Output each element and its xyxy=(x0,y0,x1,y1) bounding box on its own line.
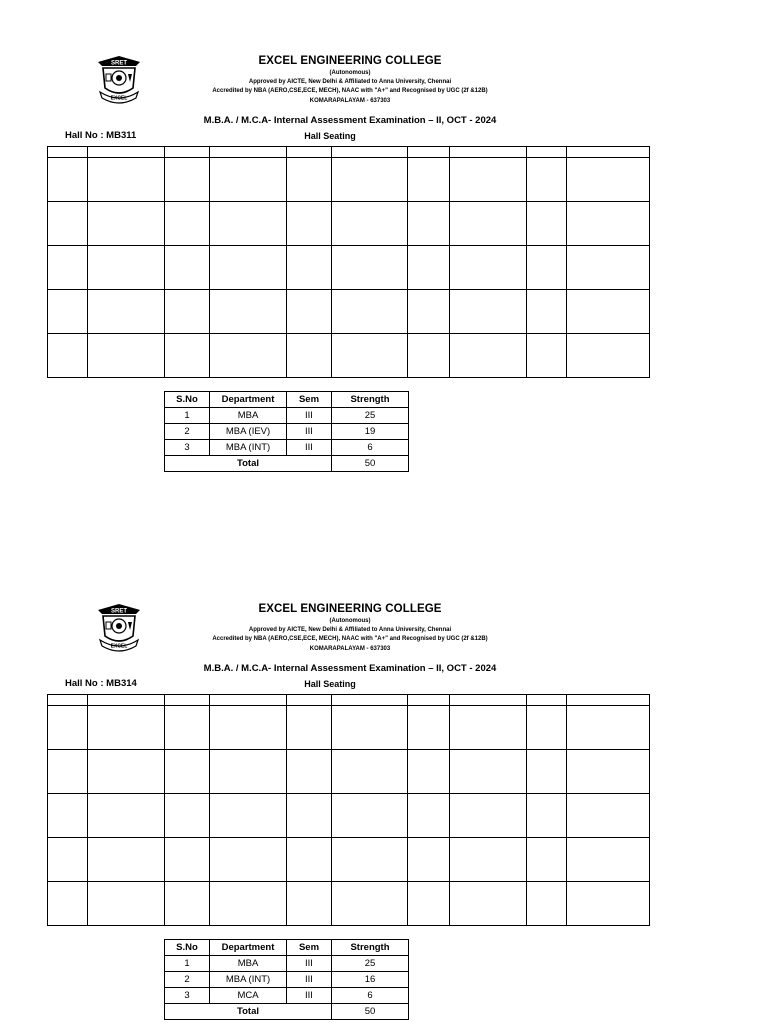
svg-text:EXCEL: EXCEL xyxy=(110,95,128,102)
strength-cell: 6 xyxy=(332,988,409,1004)
hall-number: Hall No : MB311 xyxy=(65,130,137,141)
hall-section-2 xyxy=(0,548,768,1028)
sem-cell: III xyxy=(287,988,332,1004)
autonomous-label: (Autonomous) xyxy=(329,70,371,76)
table-row xyxy=(165,424,409,440)
sem-cell: III xyxy=(287,972,332,988)
strength-cell: 19 xyxy=(332,424,409,440)
sno-header: S.No xyxy=(165,940,210,956)
hall-seating-label: Hall Seating xyxy=(304,679,356,689)
department-cell: MCA xyxy=(210,988,287,1004)
seating-grid-row xyxy=(48,794,650,838)
strength-header: Strength xyxy=(332,940,409,956)
accreditation-text: Accredited by NBA (AERO,CSE,ECE, MECH), NAAC with "A+" and Recognised by UGC (2f &12B) xyxy=(212,636,488,642)
department-header: Department xyxy=(210,392,287,408)
department-cell: MBA (INT) xyxy=(210,440,287,456)
seating-grid-row xyxy=(48,290,650,334)
hall-number: Hall No : MB314 xyxy=(65,678,137,689)
table-row xyxy=(165,956,409,972)
sno-cell: 3 xyxy=(165,988,210,1004)
college-name: EXCEL ENGINEERING COLLEGE xyxy=(258,55,442,67)
address-text: KOMARAPALAYAM - 637303 xyxy=(309,98,391,104)
strength-summary-table xyxy=(164,939,409,1020)
seating-grid-header-row xyxy=(48,695,650,706)
table-row xyxy=(165,440,409,456)
sem-cell: III xyxy=(287,956,332,972)
total-label: Total xyxy=(165,1004,332,1020)
department-header: Department xyxy=(210,940,287,956)
hall-section-1 xyxy=(0,0,768,480)
total-value: 50 xyxy=(332,1004,409,1020)
total-value: 50 xyxy=(332,456,409,472)
department-cell: MBA xyxy=(210,956,287,972)
accreditation-text: Accredited by NBA (AERO,CSE,ECE, MECH), NAAC with "A+" and Recognised by UGC (2f &12B) xyxy=(212,88,488,94)
total-row xyxy=(165,456,409,472)
exam-title: M.B.A. / M.C.A- Internal Assessment Examination – II, OCT - 2024 xyxy=(203,115,497,126)
seating-grid-row xyxy=(48,202,650,246)
college-name: EXCEL ENGINEERING COLLEGE xyxy=(258,603,442,615)
sno-cell: 1 xyxy=(165,408,210,424)
hall-seating-label: Hall Seating xyxy=(304,131,356,141)
strength-cell: 16 xyxy=(332,972,409,988)
sem-cell: III xyxy=(287,424,332,440)
table-row xyxy=(165,408,409,424)
table-row xyxy=(165,972,409,988)
seating-grid-row xyxy=(48,158,650,202)
seating-grid-row xyxy=(48,882,650,926)
exam-title: M.B.A. / M.C.A- Internal Assessment Examination – II, OCT - 2024 xyxy=(203,663,497,674)
total-label: Total xyxy=(165,456,332,472)
strength-cell: 25 xyxy=(332,956,409,972)
strength-cell: 25 xyxy=(332,408,409,424)
total-row xyxy=(165,1004,409,1020)
sem-cell: III xyxy=(287,440,332,456)
sno-cell: 3 xyxy=(165,440,210,456)
seating-grid xyxy=(47,694,650,926)
seating-grid-row xyxy=(48,334,650,378)
sem-cell: III xyxy=(287,408,332,424)
strength-summary-table xyxy=(164,391,409,472)
sno-cell: 1 xyxy=(165,956,210,972)
sno-cell: 2 xyxy=(165,424,210,440)
department-cell: MBA xyxy=(210,408,287,424)
seating-grid-row xyxy=(48,750,650,794)
department-cell: MBA (INT) xyxy=(210,972,287,988)
seating-grid-row xyxy=(48,838,650,882)
sem-header: Sem xyxy=(287,392,332,408)
svg-text:SRET: SRET xyxy=(110,608,128,615)
summary-header-row xyxy=(165,392,409,408)
college-logo-icon xyxy=(92,600,146,654)
seating-grid-row xyxy=(48,706,650,750)
autonomous-label: (Autonomous) xyxy=(329,618,371,624)
strength-cell: 6 xyxy=(332,440,409,456)
svg-text:EXCEL: EXCEL xyxy=(110,643,128,650)
department-cell: MBA (IEV) xyxy=(210,424,287,440)
summary-header-row xyxy=(165,940,409,956)
approval-text: Approved by AICTE, New Delhi & Affiliated to Anna University, Chennai xyxy=(248,79,452,85)
strength-header: Strength xyxy=(332,392,409,408)
sem-header: Sem xyxy=(287,940,332,956)
seating-grid-row xyxy=(48,246,650,290)
sno-header: S.No xyxy=(165,392,210,408)
table-row xyxy=(165,988,409,1004)
address-text: KOMARAPALAYAM - 637303 xyxy=(309,646,391,652)
seating-grid xyxy=(47,146,650,378)
college-logo-icon xyxy=(92,52,146,106)
approval-text: Approved by AICTE, New Delhi & Affiliated to Anna University, Chennai xyxy=(248,627,452,633)
sno-cell: 2 xyxy=(165,972,210,988)
svg-text:SRET: SRET xyxy=(110,60,128,67)
seating-grid-header-row xyxy=(48,147,650,158)
